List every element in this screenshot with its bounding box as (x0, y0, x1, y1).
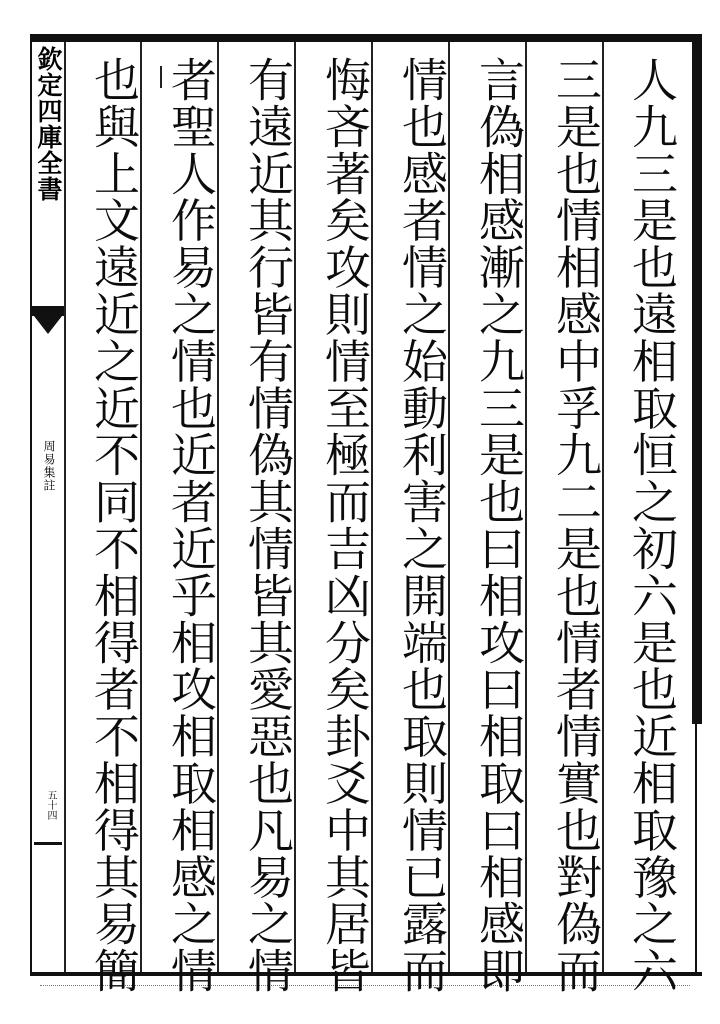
text-column-5: 悔吝著矣攻則情至極而吉凶分矣卦爻中其居皆 (318, 56, 372, 994)
text-column-3: 言偽相感漸之九三是也曰相攻曰相取曰相感即 (472, 56, 526, 994)
margin-book-title: 周易集註 (42, 440, 56, 492)
frame-right-border-lower (695, 720, 697, 976)
fish-tail-mark-bottom (34, 842, 62, 845)
frame-right-border (692, 34, 702, 724)
text-column-6: 有遠近其行皆有情偽其情皆其愛惡也凡易之情 (241, 56, 295, 994)
text-column-4: 情也感者情之始動利害之開端也取則情已露而 (395, 56, 449, 994)
fish-tail-triangle (34, 316, 62, 334)
text-column-7: 者聖人作易之情也近者近乎相攻相取相感之情 (164, 56, 218, 994)
text-column-1: 人九三是也遠相取恒之初六是也近相取豫之六 (625, 56, 679, 994)
margin-collection-title: 欽定四庫全書 (34, 46, 63, 202)
margin-page-number: 五十四 (45, 790, 56, 820)
frame-top-border (30, 34, 702, 42)
text-column-2: 三是也情相感中孚九二是也情者情實也對偽而 (549, 56, 603, 994)
fish-tail-mark-top (32, 306, 64, 316)
text-column-8: 也與上文遠近之近不同不相得者不相得其易簡 (87, 56, 141, 994)
column-rule (64, 42, 66, 972)
